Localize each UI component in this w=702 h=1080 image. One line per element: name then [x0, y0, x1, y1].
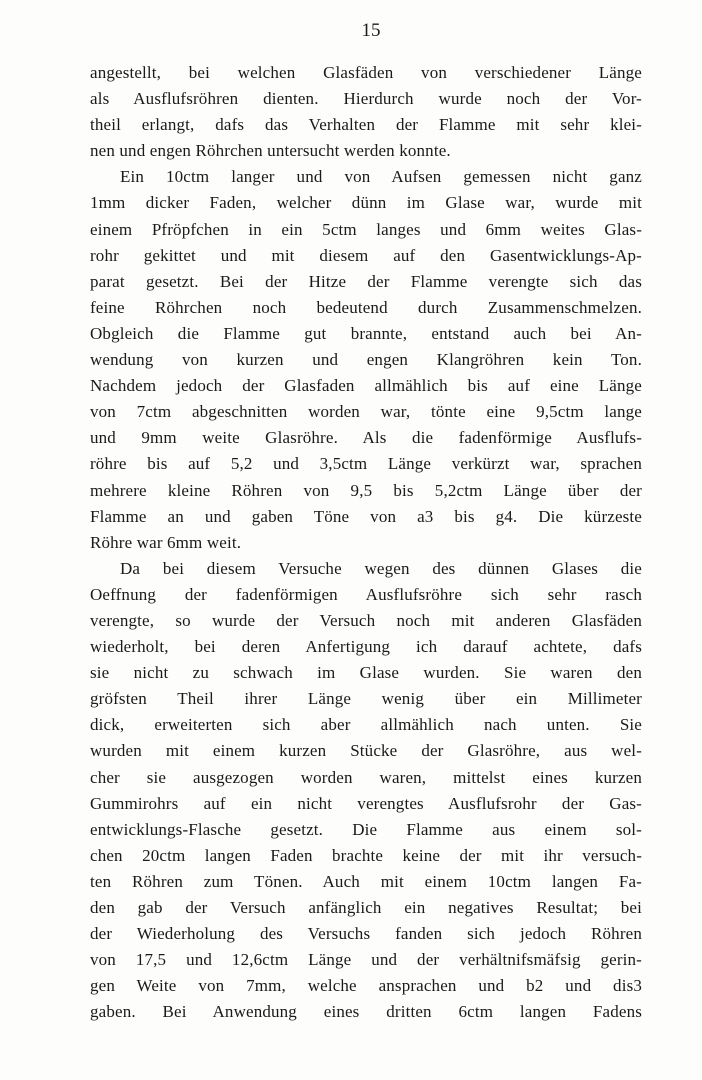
text-line: 1mm dicker Faden, welcher dünn im Glase war, wurde mit	[90, 193, 642, 213]
text-line: und 9mm weite Glasröhre. Als die fadenförmige Ausflufs-	[90, 428, 642, 448]
text-line: nen und engen Röhrchen untersucht werden konnte.	[90, 141, 451, 161]
text-line: Nachdem jedoch der Glasfaden allmählich bis auf eine Länge	[90, 376, 642, 396]
text-line: den gab der Versuch anfänglich ein negatives Resultat; bei	[90, 898, 642, 917]
text-line: der Wiederholung des Versuchs fanden sich jedoch Röhren	[90, 924, 642, 944]
text-line: parat gesetzt. Bei der Hitze der Flamme verengte sich das	[90, 271, 642, 291]
text-line: Obgleich die Flamme gut brannte, entstand auch bei An-	[90, 323, 642, 343]
text-line: sie nicht zu schwach im Glase wurden. Sie waren den	[90, 663, 642, 683]
text-line: verengte, so wurde der Versuch noch mit anderen Glasfäden	[90, 610, 642, 630]
text-line: gaben. Bei Anwendung eines dritten 6ctm langen Fadens	[90, 1002, 642, 1022]
text-line: Ein 10ctm langer und von Aufsen gemessen nicht ganz	[120, 167, 642, 187]
text-line: gröfsten Theil ihrer Länge wenig über ein Millimeter	[90, 689, 642, 709]
text-line: von 17,5 und 12,6ctm Länge und der verhältnifsmäfsig gerin-	[90, 950, 642, 970]
text-line: ten Röhren zum Tönen. Auch mit einem 10ctm langen Fa-	[90, 871, 642, 891]
text-line: rohr gekittet und mit diesem auf den Gasentwicklungs-Ap-	[90, 245, 642, 265]
text-line: angestellt, bei welchen Glasfäden von verschiedener Länge	[90, 63, 642, 82]
text-line: chen 20ctm langen Faden brachte keine der mit ihr versuch-	[90, 845, 642, 865]
text-line: Oeffnung der fadenförmigen Ausflufsröhre sich sehr rasch	[90, 584, 642, 604]
text-line: dick, erweiterten sich aber allmählich nach unten. Sie	[90, 715, 642, 735]
text-line: röhre bis auf 5,2 und 3,5ctm Länge verkürzt war, sprachen	[90, 454, 642, 474]
paragraph-1	[90, 60, 642, 164]
text-line: gen Weite von 7mm, welche ansprachen und b2 und dis3	[90, 976, 642, 996]
text-line: feine Röhrchen noch bedeutend durch Zusammenschmelzen.	[90, 297, 642, 317]
text-line: Flamme an und gaben Töne von a3 bis g4. Die kürzeste	[90, 506, 642, 526]
paragraph-3	[90, 556, 642, 1026]
text-line: von 7ctm abgeschnitten worden war, tönte eine 9,5ctm lange	[90, 402, 642, 422]
paragraph-2	[90, 164, 642, 555]
text-line: theil erlangt, dafs das Verhalten der Flamme mit sehr klei-	[90, 115, 642, 135]
text-line: wiederholt, bei deren Anfertigung ich darauf achtete, dafs	[90, 637, 642, 657]
text-line: Röhre war 6mm weit.	[90, 532, 242, 552]
text-line: Da bei diesem Versuche wegen des dünnen Glases die	[120, 558, 642, 578]
text-line: entwicklungs-Flasche gesetzt. Die Flamme aus einem sol-	[90, 819, 642, 839]
text-line: wendung von kurzen und engen Klangröhren kein Ton.	[90, 350, 642, 370]
text-line: Gummirohrs auf ein nicht verengtes Ausflufsrohr der Gas-	[90, 793, 642, 813]
text-line: einem Pfröpfchen in ein 5ctm langes und 6mm weites Glas-	[90, 219, 642, 239]
text-line: cher sie ausgezogen worden waren, mittelst eines kurzen	[90, 767, 642, 787]
page-number: 15	[361, 20, 381, 41]
body-text	[90, 60, 642, 1025]
text-line: als Ausflufsröhren dienten. Hierdurch wurde noch der Vor-	[90, 89, 642, 109]
text-line: mehrere kleine Röhren von 9,5 bis 5,2ctm Länge über der	[90, 480, 642, 500]
text-line: wurden mit einem kurzen Stücke der Glasröhre, aus wel-	[90, 741, 642, 761]
